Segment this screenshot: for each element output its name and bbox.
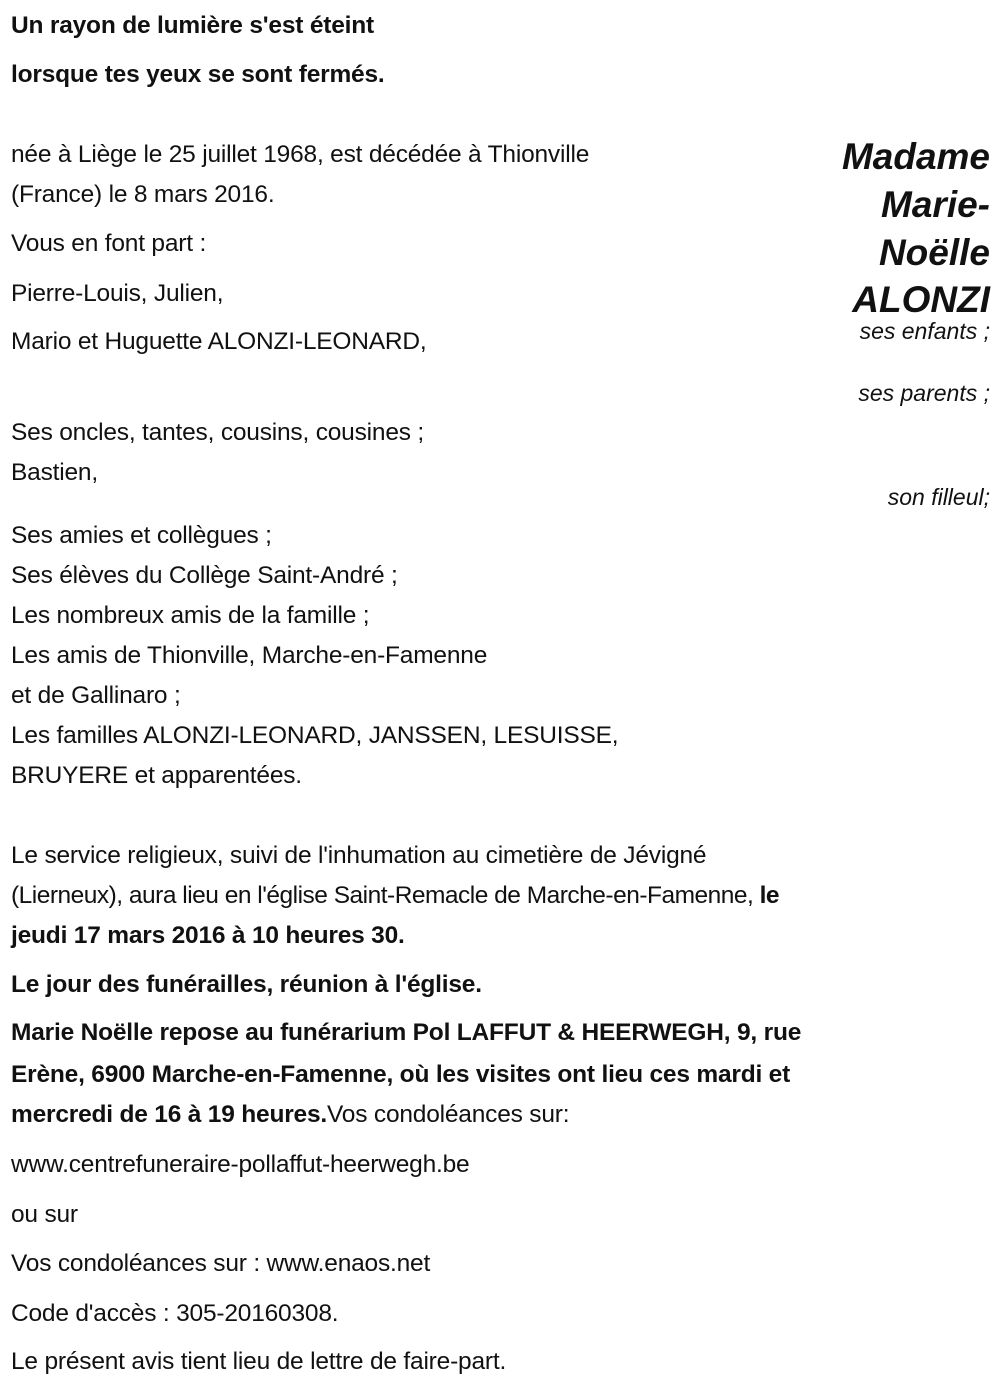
service-text: (Lierneux), aura lieu en l'église Saint-Remacle de Marche-en-Famenne, (11, 882, 760, 909)
condolences-label: Vos condoléances sur: (327, 1101, 570, 1128)
others-line: Les nombreux amis de la famille ; (11, 602, 370, 629)
relatives: Ses oncles, tantes, cousins, cousines ; (11, 419, 425, 446)
others-line: Ses amies et collègues ; (11, 522, 272, 549)
heading-line-1: Un rayon de lumière s'est éteint (11, 12, 374, 39)
others-line: et de Gallinaro ; (11, 682, 181, 709)
others-line: Ses élèves du Collège Saint-André ; (11, 562, 398, 589)
heading-line-2: lorsque tes yeux se sont fermés. (11, 61, 385, 88)
godson: Bastien, (11, 459, 98, 486)
meeting: Le jour des funérailles, réunion à l'église. (11, 971, 482, 998)
deceased-last-name: ALONZI (852, 279, 990, 320)
deceased-title: Madame (841, 136, 990, 177)
service-date-start: le (759, 882, 780, 909)
role-parents: ses parents ; (858, 380, 990, 406)
role-children: ses enfants ; (859, 318, 990, 344)
deceased-first-name-2: Noëlle (878, 232, 990, 273)
birth-line-2: (France) le 8 mars 2016. (11, 181, 275, 208)
others-line: Les familles ALONZI-LEONARD, JANSSEN, LESUISSE, (11, 722, 619, 749)
or-text: ou sur (11, 1201, 78, 1228)
rest-line-3 (11, 1100, 569, 1130)
service-date: jeudi 17 mars 2016 à 10 heures 30. (11, 922, 405, 949)
birth-line-1: née à Liège le 25 juillet 1968, est décédée à Thionville (11, 141, 590, 168)
visit-hours: mercredi de 16 à 19 heures. (11, 1101, 328, 1128)
announce: Vous en font part : (11, 230, 207, 257)
parents: Mario et Huguette ALONZI-LEONARD, (11, 328, 427, 355)
deceased-first-name-1: Marie- (881, 184, 990, 225)
others-line: Les amis de Thionville, Marche-en-Famenne (11, 642, 488, 669)
access-code: Code d'accès : 305-20160308. (11, 1300, 339, 1327)
role-godson: son filleul; (887, 484, 990, 510)
rest-line-2: Erène, 6900 Marche-en-Famenne, où les visites ont lieu ces mardi et (11, 1061, 791, 1088)
others-line: BRUYERE et apparentées. (11, 762, 302, 789)
service-line-2 (11, 881, 779, 911)
children: Pierre-Louis, Julien, (11, 280, 224, 307)
service-line-1: Le service religieux, suivi de l'inhumation au cimetière de Jévigné (11, 842, 707, 869)
rest-line-1: Marie Noëlle repose au funérarium Pol LAFFUT & HEERWEGH, 9, rue (11, 1019, 802, 1046)
funeral-home-website[interactable]: www.centrefuneraire-pollaffut-heerwegh.be (11, 1151, 470, 1178)
condolences-enaos: Vos condoléances sur : www.enaos.net (11, 1250, 431, 1277)
notice: Le présent avis tient lieu de lettre de faire-part. (11, 1348, 507, 1375)
